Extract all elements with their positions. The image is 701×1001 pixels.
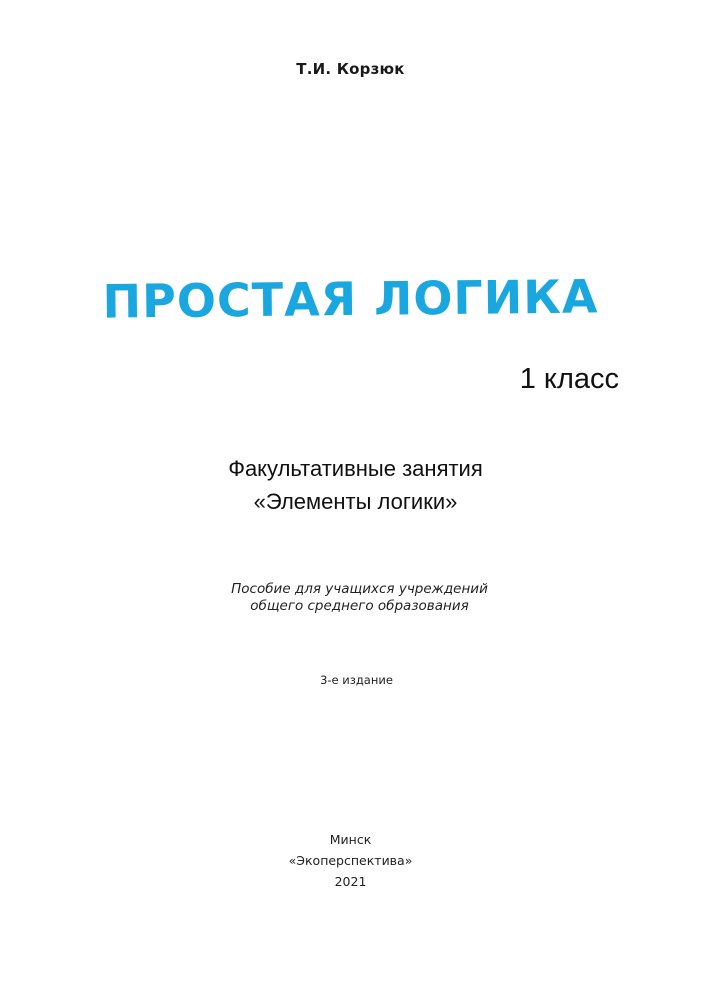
audience-description (0, 581, 701, 615)
course-line-1: Факультативные занятия (228, 456, 483, 481)
imprint (0, 829, 701, 892)
book-title: ПРОСТАЯ ЛОГИКА (102, 269, 599, 329)
imprint-publisher: «Экоперспектива» (288, 853, 413, 868)
edition-label: 3-е издание (320, 673, 393, 687)
course-line-2: «Элементы логики» (253, 489, 458, 514)
grade-label: 1 класс (519, 363, 619, 395)
audience-line-1: Пособие для учащихся учреждений (231, 581, 488, 597)
audience-line-2: общего среднего образования (250, 598, 469, 614)
course-description (0, 452, 701, 518)
author-name: Т.И. Корзюк (296, 60, 405, 78)
imprint-city: Минск (329, 832, 372, 847)
imprint-year: 2021 (334, 874, 367, 889)
